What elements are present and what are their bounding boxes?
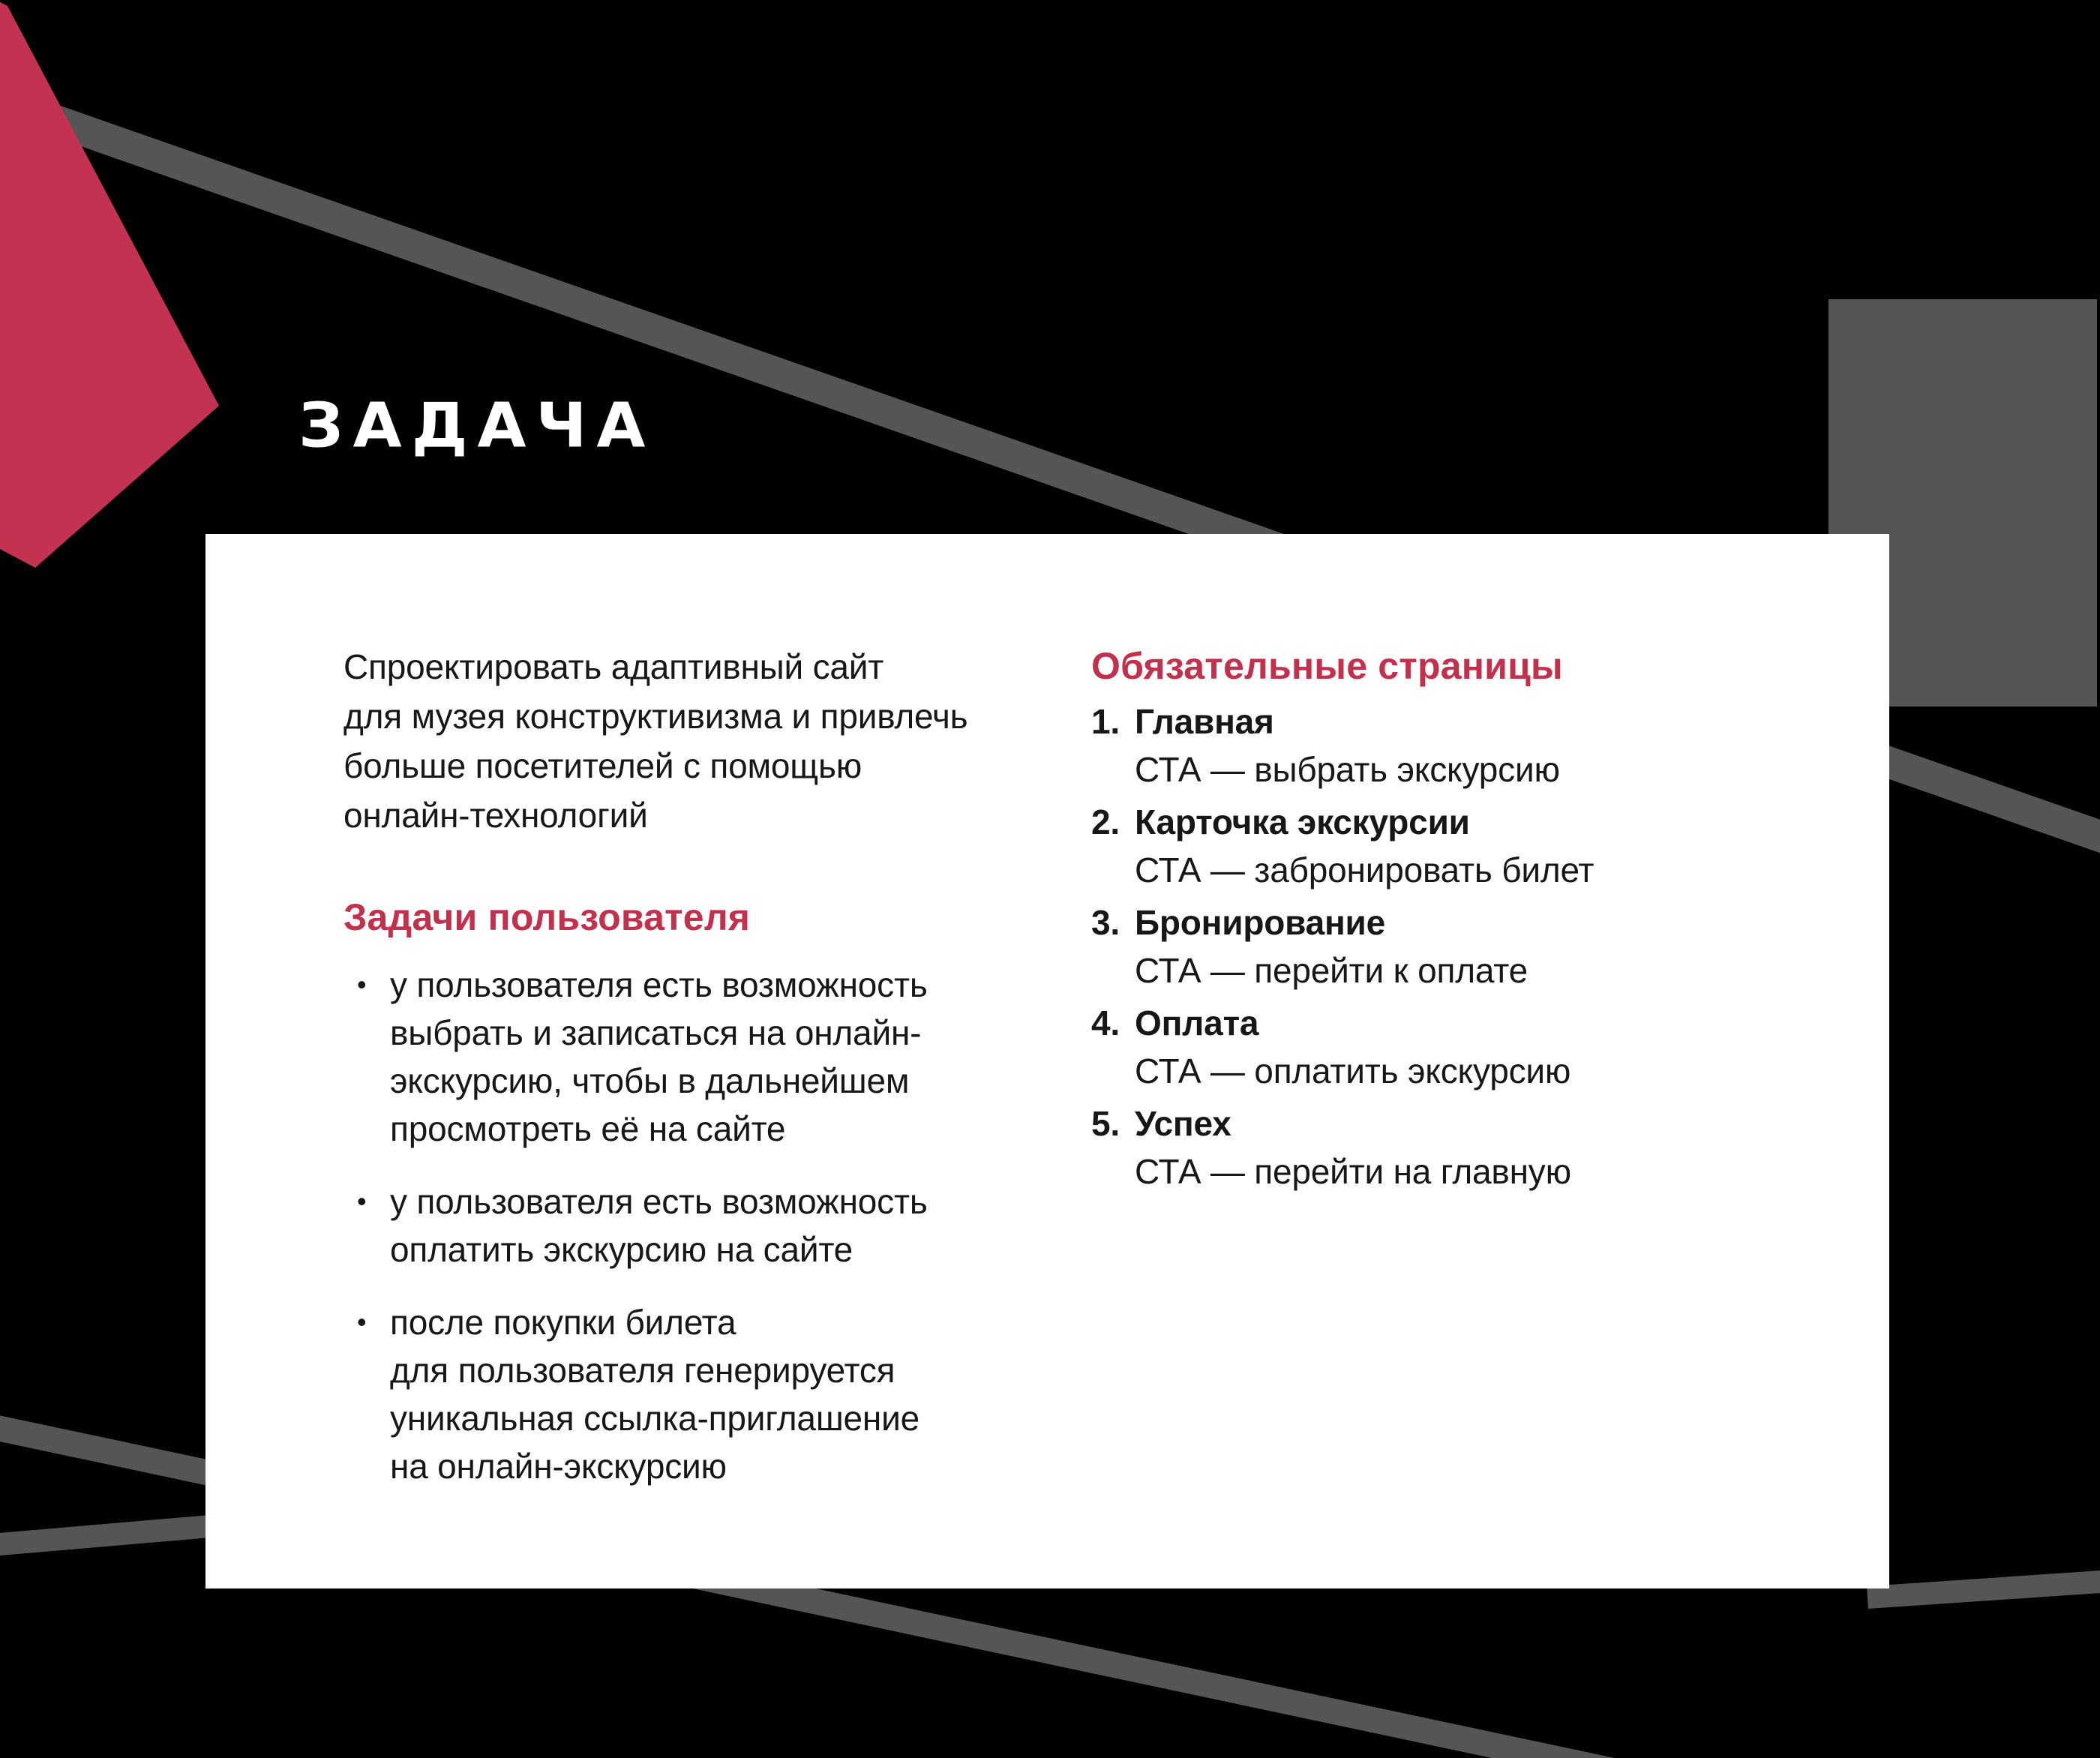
diagonal-line-right-short xyxy=(1868,1579,2100,1598)
bullet-marker: • xyxy=(357,1186,367,1216)
intro-paragraph xyxy=(344,642,1004,840)
page-title: Бронирование xyxy=(1135,903,1386,942)
user-tasks-list xyxy=(344,961,1004,1490)
list-item xyxy=(1091,798,1826,894)
text-line: после покупки билета xyxy=(390,1303,736,1342)
item-body xyxy=(1135,698,1560,794)
list-item xyxy=(1091,1100,1826,1196)
text-line: просмотреть её на сайте xyxy=(390,1109,786,1148)
required-pages-heading: Обязательные страницы xyxy=(1091,645,1563,687)
text-line: на онлайн-экскурсию xyxy=(390,1447,727,1486)
item-number: 4. xyxy=(1091,1004,1120,1042)
bullet-text xyxy=(390,1298,920,1490)
list-item xyxy=(1091,698,1826,794)
list-item xyxy=(1091,898,1826,994)
page-cta: СТА — выбрать экскурсию xyxy=(1135,750,1560,789)
text-line: выбрать и записаться на онлайн- xyxy=(390,1013,922,1052)
text-line: онлайн-технологий xyxy=(344,796,648,835)
required-pages-list xyxy=(1091,698,1826,1196)
page-title: Оплата xyxy=(1135,1004,1259,1042)
text-line: у пользователя есть возможность xyxy=(390,1182,928,1221)
bullet-text xyxy=(390,961,928,1153)
item-body xyxy=(1135,999,1570,1095)
text-line: экскурсию, чтобы в дальнейшем xyxy=(390,1061,910,1100)
item-body xyxy=(1135,898,1528,994)
bullet-text xyxy=(390,1178,928,1274)
list-item xyxy=(344,1298,1004,1490)
content-card xyxy=(206,534,1889,1588)
text-line: больше посетителей с помощью xyxy=(344,746,862,785)
list-item xyxy=(1091,999,1826,1095)
item-number: 2. xyxy=(1091,802,1120,842)
page-cta: СТА — перейти к оплате xyxy=(1135,951,1528,990)
item-number: 3. xyxy=(1091,903,1120,942)
page-cta: СТА — оплатить экскурсию xyxy=(1135,1052,1571,1090)
item-number: 1. xyxy=(1091,702,1120,741)
red-polygon xyxy=(0,0,219,568)
item-body xyxy=(1135,1100,1571,1196)
item-body xyxy=(1135,798,1594,894)
page-cta: СТА — забронировать билет xyxy=(1135,850,1594,890)
left-column xyxy=(344,642,1004,1490)
item-number: 5. xyxy=(1091,1104,1120,1143)
text-line: для музея конструктивизма и привлечь xyxy=(344,697,968,736)
list-item xyxy=(344,1178,1004,1274)
bullet-marker: • xyxy=(357,1306,367,1337)
page-title: Главная xyxy=(1135,702,1274,741)
text-line: оплатить экскурсию на сайте xyxy=(390,1230,854,1269)
page-title: Карточка экскурсии xyxy=(1135,802,1470,842)
page-cta: СТА — перейти на главную xyxy=(1135,1152,1571,1191)
bullet-marker: • xyxy=(357,969,367,1000)
user-tasks-heading: Задачи пользователя xyxy=(344,896,751,938)
text-line: у пользователя есть возможность xyxy=(390,965,928,1004)
text-line: Спроектировать адаптивный сайт xyxy=(344,647,884,686)
list-item xyxy=(344,961,1004,1153)
right-column xyxy=(1091,642,1826,1196)
slide-title: ЗАДАЧА xyxy=(298,389,656,462)
page-title: Успех xyxy=(1135,1104,1232,1143)
text-line: для пользователя генерируется xyxy=(390,1351,896,1390)
text-line: уникальная ссылка-приглашение xyxy=(390,1399,920,1438)
